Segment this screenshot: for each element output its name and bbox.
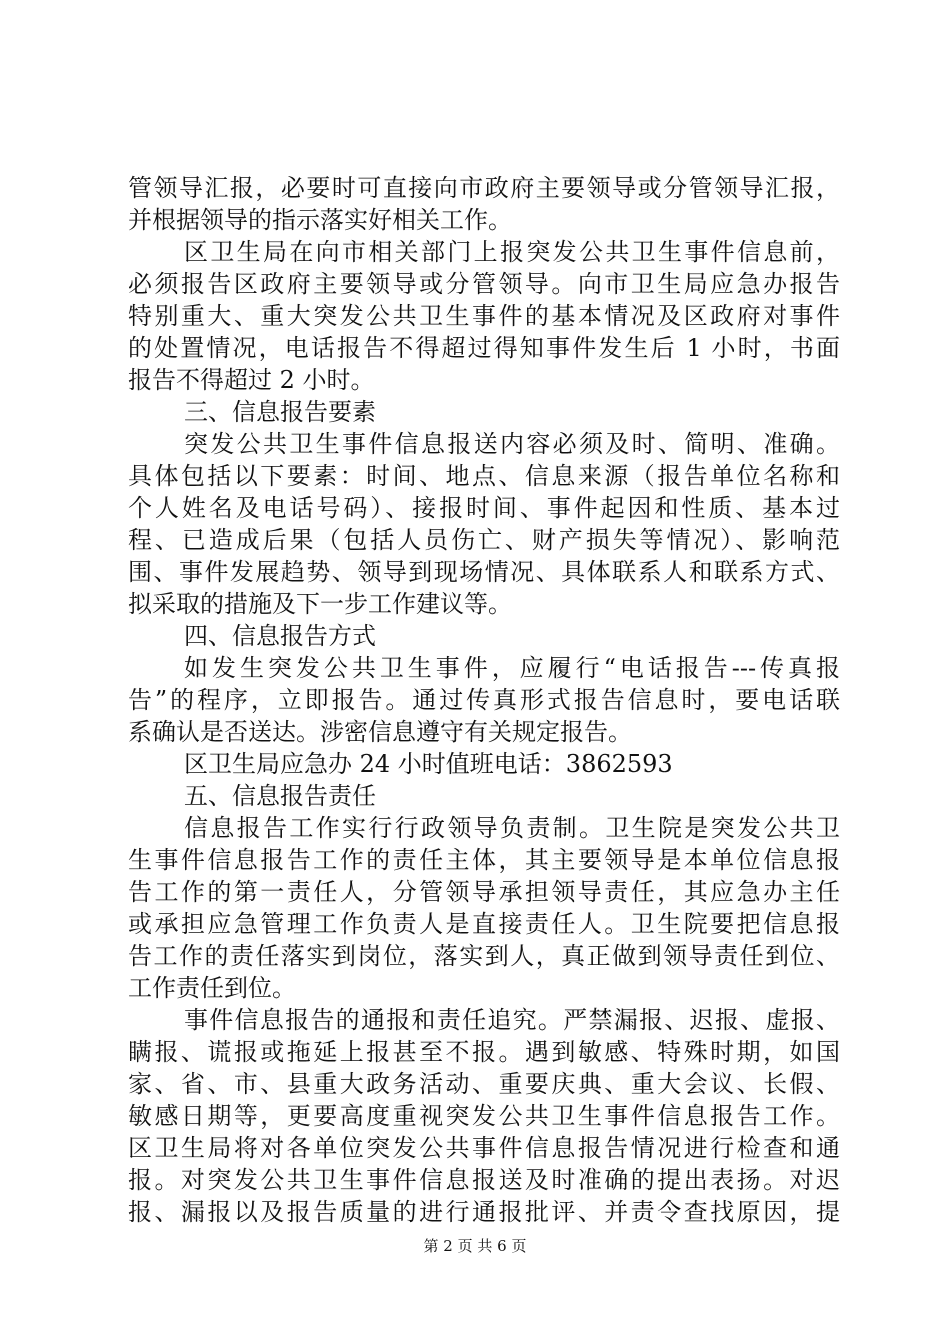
document-line: 五、信息报告责任 <box>184 782 376 810</box>
document-line: 如发生突发公共卫生事件，应履行“电话报告---传真报 <box>184 654 840 682</box>
document-line: 必须报告区政府主要领导或分管领导。向市卫生局应急办报告 <box>128 270 840 298</box>
document-line: 系确认是否送达。涉密信息遵守有关规定报告。 <box>128 718 632 746</box>
document-line: 的处置情况，电话报告不得超过得知事件发生后 1 小时，书面 <box>128 334 840 362</box>
document-line: 或承担应急管理工作负责人是直接责任人。卫生院要把信息报 <box>128 910 840 938</box>
document-line: 程、已造成后果（包括人员伤亡、财产损失等情况）、影响范 <box>128 526 840 554</box>
document-line: 区卫生局应急办 24 小时值班电话：3862593 <box>184 750 673 778</box>
document-line: 突发公共卫生事件信息报送内容必须及时、简明、准确。 <box>184 430 840 458</box>
document-line: 四、信息报告方式 <box>184 622 376 650</box>
document-line: 报告不得超过 2 小时。 <box>128 366 375 394</box>
document-line: 告”的程序，立即报告。通过传真形式报告信息时，要电话联 <box>128 686 840 714</box>
document-line: 家、省、市、县重大政务活动、重要庆典、重大会议、长假、 <box>128 1070 840 1098</box>
document-line: 拟采取的措施及下一步工作建议等。 <box>128 590 512 618</box>
document-line: 围、事件发展趋势、领导到现场情况、具体联系人和联系方式、 <box>128 558 840 586</box>
document-body <box>128 172 840 1228</box>
document-line: 生事件信息报告工作的责任主体，其主要领导是本单位信息报 <box>128 846 840 874</box>
document-line: 瞒报、谎报或拖延上报甚至不报。遇到敏感、特殊时期，如国 <box>128 1038 840 1066</box>
document-line: 告工作的责任落实到岗位，落实到人，真正做到领导责任到位、 <box>128 942 840 970</box>
document-line: 事件信息报告的通报和责任追究。严禁漏报、迟报、虚报、 <box>184 1006 840 1034</box>
document-line: 报、漏报以及报告质量的进行通报批评、并责令查找原因，提 <box>128 1198 840 1226</box>
document-line: 告工作的第一责任人，分管领导承担领导责任，其应急办主任 <box>128 878 840 906</box>
document-line: 工作责任到位。 <box>128 974 296 1002</box>
document-line: 管领导汇报，必要时可直接向市政府主要领导或分管领导汇报， <box>128 174 840 202</box>
document-line: 具体包括以下要素：时间、地点、信息来源（报告单位名称和 <box>128 462 840 490</box>
document-line: 信息报告工作实行行政领导负责制。卫生院是突发公共卫 <box>184 814 840 842</box>
document-line: 区卫生局在向市相关部门上报突发公共卫生事件信息前， <box>184 238 840 266</box>
document-line: 特别重大、重大突发公共卫生事件的基本情况及区政府对事件 <box>128 302 840 330</box>
document-line: 并根据领导的指示落实好相关工作。 <box>128 206 512 234</box>
document-line: 报。对突发公共卫生事件信息报送及时准确的提出表扬。对迟 <box>128 1166 840 1194</box>
document-line: 敏感日期等，更要高度重视突发公共卫生事件信息报告工作。 <box>128 1102 840 1130</box>
document-line: 个人姓名及电话号码）、接报时间、事件起因和性质、基本过 <box>128 494 840 522</box>
document-line: 三、信息报告要素 <box>184 398 376 426</box>
page-footer: 第 2 页 共 6 页 <box>423 1237 527 1255</box>
document-line: 区卫生局将对各单位突发公共事件信息报告情况进行检查和通 <box>128 1134 840 1162</box>
